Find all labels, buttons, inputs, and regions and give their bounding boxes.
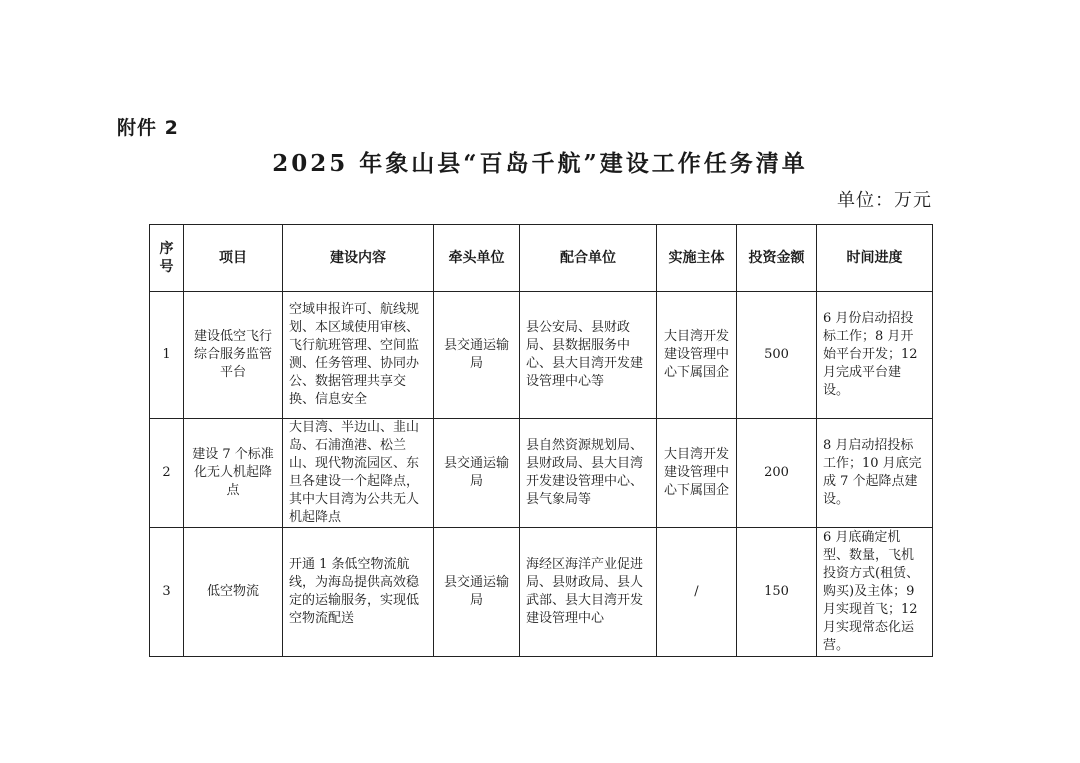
cell-investment: 200 <box>737 419 817 528</box>
cell-implementer: / <box>657 528 737 657</box>
table-row <box>150 528 933 657</box>
header-cooperate: 配合单位 <box>520 225 657 292</box>
task-table <box>149 224 933 657</box>
cell-no: 3 <box>150 528 184 657</box>
cell-content: 开通 1 条低空物流航线，为海岛提供高效稳定的运输服务，实现低空物流配送 <box>283 528 434 657</box>
header-schedule: 时间进度 <box>817 225 933 292</box>
header-lead: 牵头单位 <box>434 225 520 292</box>
header-content: 建设内容 <box>283 225 434 292</box>
attachment-label: 附件 2 <box>117 117 179 139</box>
cell-no: 2 <box>150 419 184 528</box>
cell-schedule: 8 月启动招投标工作；10 月底完成 7 个起降点建设。 <box>817 419 933 528</box>
header-project: 项目 <box>184 225 283 292</box>
document-title: 2025 年象山县“百岛千航”建设工作任务清单 <box>272 150 808 177</box>
cell-cooperate: 县公安局、县财政局、县数据服务中心、县大目湾开发建设管理中心等 <box>520 292 657 419</box>
cell-content: 空域申报许可、航线规划、本区域使用审核、飞行航班管理、空间监测、任务管理、协同办公、数据管理共享交换、信息安全 <box>283 292 434 419</box>
header-no: 序号 <box>150 225 184 292</box>
table-row <box>150 292 933 419</box>
cell-schedule: 6 月份启动招投标工作；8 月开始平台开发；12 月完成平台建设。 <box>817 292 933 419</box>
cell-content: 大目湾、半边山、韭山岛、石浦渔港、松兰山、现代物流园区、东旦各建设一个起降点，其中大目湾为公共无人机起降点 <box>283 419 434 528</box>
cell-investment: 150 <box>737 528 817 657</box>
cell-lead: 县交通运输局 <box>434 528 520 657</box>
table-header-row <box>150 225 933 292</box>
unit-label: 单位：万元 <box>837 190 932 211</box>
header-investment: 投资金额 <box>737 225 817 292</box>
cell-implementer: 大目湾开发建设管理中心下属国企 <box>657 292 737 419</box>
cell-lead: 县交通运输局 <box>434 292 520 419</box>
table-row <box>150 419 933 528</box>
cell-lead: 县交通运输局 <box>434 419 520 528</box>
cell-no: 1 <box>150 292 184 419</box>
cell-cooperate: 海经区海洋产业促进局、县财政局、县人武部、县大目湾开发建设管理中心 <box>520 528 657 657</box>
cell-project: 建设低空飞行综合服务监管平台 <box>184 292 283 419</box>
cell-investment: 500 <box>737 292 817 419</box>
cell-schedule: 6 月底确定机型、数量，飞机投资方式(租赁、购买)及主体；9 月实现首飞；12 月实现常态化运营。 <box>817 528 933 657</box>
cell-implementer: 大目湾开发建设管理中心下属国企 <box>657 419 737 528</box>
cell-project: 建设 7 个标准化无人机起降点 <box>184 419 283 528</box>
cell-project: 低空物流 <box>184 528 283 657</box>
header-implementer: 实施主体 <box>657 225 737 292</box>
cell-cooperate: 县自然资源规划局、县财政局、县大目湾开发建设管理中心、县气象局等 <box>520 419 657 528</box>
